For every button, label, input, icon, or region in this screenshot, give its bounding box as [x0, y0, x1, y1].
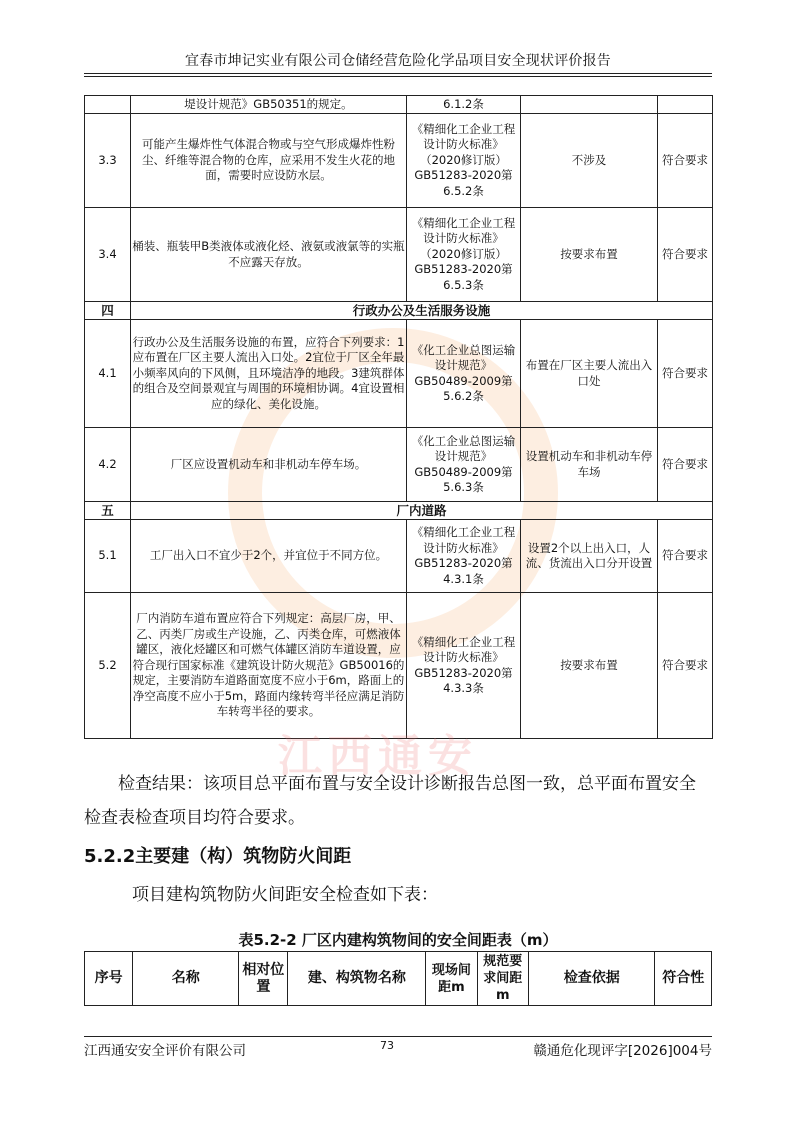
check-result: 符合要求: [658, 593, 713, 739]
check-item: 厂区应设置机动车和非机动车停车场。: [131, 428, 407, 502]
check-result: 符合要求: [658, 520, 713, 593]
check-result: 符合要求: [658, 320, 713, 428]
check-result: 符合要求: [658, 428, 713, 502]
header-divider-secondary: [84, 76, 712, 77]
check-basis: 《精细化工企业工程设计防火标准》（2020修订版）GB51283-2020第6.5.3条: [407, 208, 521, 302]
header-divider: [84, 73, 712, 74]
table-row: [85, 320, 713, 428]
checklist-table: [84, 95, 713, 739]
section-number: 四: [85, 302, 131, 320]
row-number: 4.1: [85, 320, 131, 428]
check-result: 符合要求: [658, 208, 713, 302]
page-number: 73: [380, 1039, 394, 1052]
table-row: [85, 593, 713, 739]
row-number: 5.2: [85, 593, 131, 739]
table-row: [85, 208, 713, 302]
table-row: [85, 520, 713, 593]
check-basis: 《精细化工企业工程设计防火标准》GB51283-2020第4.3.3条: [407, 593, 521, 739]
section-title: 行政办公及生活服务设施: [131, 302, 713, 320]
actual-status: [521, 96, 658, 114]
check-basis: 6.1.2条: [407, 96, 521, 114]
column-header: 符合性: [655, 952, 712, 1006]
actual-status: 设置机动车和非机动车停车场: [521, 428, 658, 502]
footer-company: 江西通安安全评价有限公司: [84, 1043, 246, 1059]
check-item: 工厂出入口不宜少于2个，并宜位于不同方位。: [131, 520, 407, 593]
distance-table: [84, 951, 712, 1006]
check-result: 符合要求: [658, 114, 713, 208]
actual-status: 设置2个以上出入口，人流、货流出入口分开设置: [521, 520, 658, 593]
section-number: 五: [85, 502, 131, 520]
check-item: 堤设计规范》GB50351的规定。: [131, 96, 407, 114]
page-header-title: 宜春市坤记实业有限公司仓储经营危险化学品项目安全现状评价报告: [185, 53, 611, 69]
check-item: 厂内消防车道布置应符合下列规定：高层厂房，甲、乙、丙类厂房或生产设施，乙、丙类仓库，可燃液体罐区，液化烃罐区和可燃气体罐区消防车道设置，应符合现行国家标准《建筑设计防火规范》GB50016的规定，主要消防车道路面宽度不应小于6m，路面上的净空高度不应小于5m，路面内缘转弯半径应满足消防车转弯半径的要求。: [131, 593, 407, 739]
section-row: [85, 302, 713, 320]
row-number: 4.2: [85, 428, 131, 502]
check-basis: 《精细化工企业工程设计防火标准》GB51283-2020第4.3.1条: [407, 520, 521, 593]
row-number: 3.3: [85, 114, 131, 208]
footer-document-number: 赣通危化现评字[2026]004号: [533, 1043, 712, 1059]
actual-status: 按要求布置: [521, 593, 658, 739]
row-number: 3.4: [85, 208, 131, 302]
column-header: 检查依据: [529, 952, 655, 1006]
table-caption: 表5.2-2 厂区内建构筑物间的安全间距表（m）: [238, 931, 558, 949]
check-basis: 《精细化工企业工程设计防火标准》（2020修订版）GB51283-2020第6.5.2条: [407, 114, 521, 208]
watermark-text: 江西通安: [278, 731, 478, 782]
table-header-row: [85, 952, 712, 1006]
column-header: 序号: [85, 952, 133, 1006]
column-header: 规范要求间距m: [477, 952, 528, 1006]
section-row: [85, 502, 713, 520]
table-row: [85, 96, 713, 114]
section-heading: 5.2.2主要建（构）筑物防火间距: [84, 846, 352, 867]
footer-divider: [84, 1036, 712, 1037]
row-number: [85, 96, 131, 114]
column-header: 建、构筑物名称: [288, 952, 426, 1006]
actual-status: 不涉及: [521, 114, 658, 208]
check-basis: 《化工企业总图运输设计规范》GB50489-2009第5.6.3条: [407, 428, 521, 502]
check-basis: 《化工企业总图运输设计规范》GB50489-2009第5.6.2条: [407, 320, 521, 428]
column-header: 名称: [133, 952, 239, 1006]
actual-status: 按要求布置: [521, 208, 658, 302]
check-result: [658, 96, 713, 114]
table-row: [85, 428, 713, 502]
actual-status: 布置在厂区主要人流出入口处: [521, 320, 658, 428]
section-title: 厂内道路: [131, 502, 713, 520]
column-header: 相对位置: [239, 952, 288, 1006]
check-item: 行政办公及生活服务设施的布置，应符合下列要求：1应布置在厂区主要人流出入口处。2宜位于厂区全年最小频率风向的下风侧，且环境洁净的地段。3建筑群体的组合及空间景观宜与周围的环境相协调。4宜设置相应的绿化、美化设施。: [131, 320, 407, 428]
inspection-conclusion: 检查结果：该项目总平面布置与安全设计诊断报告总图一致，总平面布置安全检查表检查项目均符合要求。: [84, 774, 696, 828]
check-item: 可能产生爆炸性气体混合物或与空气形成爆炸性粉尘、纤维等混合物的仓库，应采用不发生火花的地面，需要时应设防水层。: [131, 114, 407, 208]
check-item: 桶装、瓶装甲B类液体或液化烃、液氨或液氯等的实瓶不应露天存放。: [131, 208, 407, 302]
column-header: 现场间距m: [426, 952, 477, 1006]
table-row: [85, 114, 713, 208]
section-intro: 项目建构筑物防火间距安全检查如下表：: [132, 885, 438, 905]
row-number: 5.1: [85, 520, 131, 593]
